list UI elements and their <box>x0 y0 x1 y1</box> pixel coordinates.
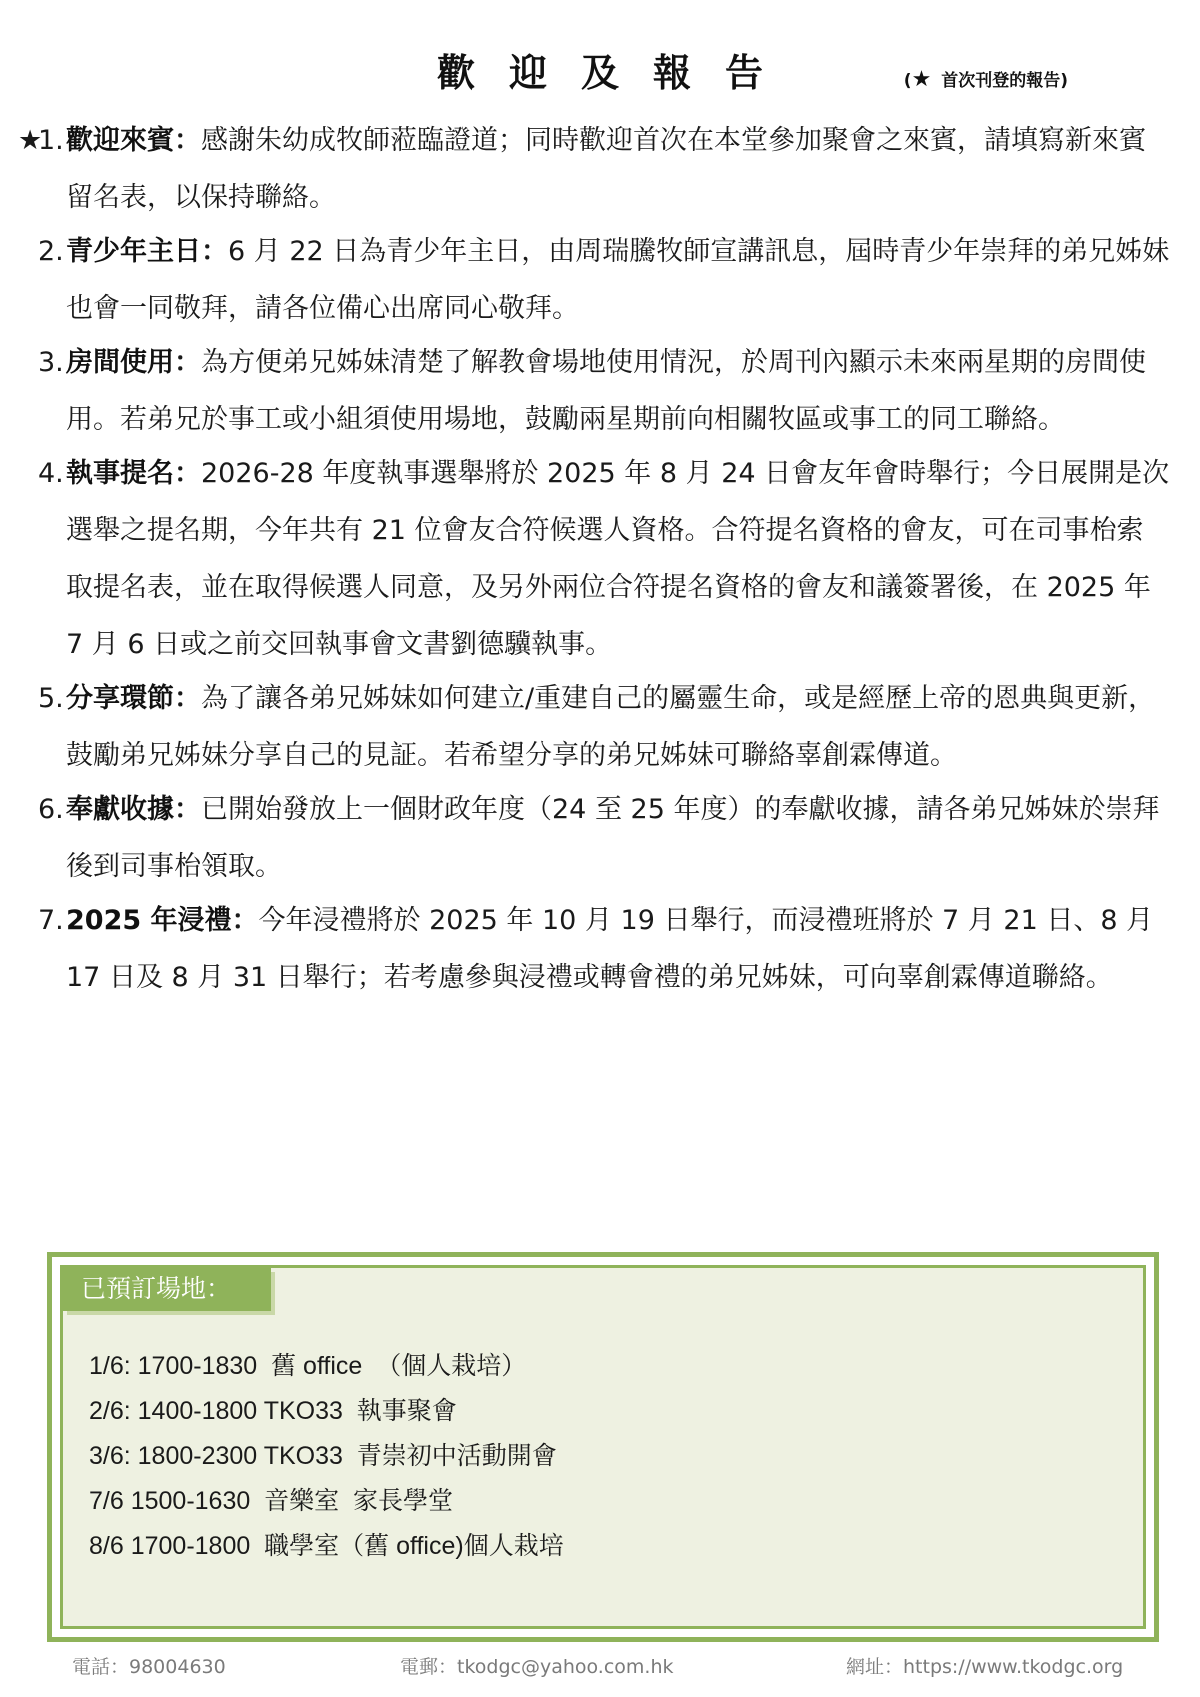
first-publish-legend <box>904 66 1068 92</box>
booked-venues-title: 已預訂場地： <box>63 1268 271 1311</box>
announcement-list <box>18 112 1170 1006</box>
item-number: ★ 1. <box>38 112 64 169</box>
item-body: 2026-28 年度執事選舉將於 2025 年 8 月 24 日會友年會時舉行；今日展開是次選舉之提名期，今年共有 21 位會友合符候選人資格。合符提名資格的會友，可在司事枱索取提名表，並在取得候選人同意，及另外兩位合符提名資格的會友和議簽署後，在 2025 年 7 月 6 日或之前交回執事會文書劉德驥執事。 <box>66 458 1170 660</box>
legend-open-paren: ( <box>903 71 912 91</box>
item-heading: 房間使用 <box>66 347 174 378</box>
legend-text: 首次刊登的報告) <box>941 71 1068 91</box>
item-heading: 2025 年浸禮 <box>66 905 232 936</box>
list-item: 2/6: 1400-1800 TKO33 執事聚會 <box>89 1397 457 1425</box>
list-item: 1/6: 1700-1830 舊 office （個人栽培） <box>89 1352 527 1380</box>
booked-venues-panel <box>60 1265 1146 1629</box>
booked-venues-list <box>89 1344 564 1569</box>
footer-email: 電郵：tkodgc@yahoo.com.hk <box>400 1656 674 1678</box>
footer-website: 網址：https://www.tkodgc.org <box>846 1656 1124 1678</box>
item-number: 7. <box>38 905 64 936</box>
item-colon: ： <box>201 236 228 267</box>
item-body: 感謝朱幼成牧師蒞臨證道；同時歡迎首次在本堂參加聚會之來賓，請填寫新來賓留名表，以保持聯絡。 <box>66 125 1146 213</box>
item-colon: ： <box>174 683 201 714</box>
announcement-item <box>18 892 1170 1006</box>
item-colon: ： <box>231 905 259 936</box>
announcement-item <box>18 781 1170 895</box>
page-title: 歡迎及報告 <box>436 51 797 95</box>
list-item: 7/6 1500-1630 音樂室 家長學堂 <box>89 1487 454 1515</box>
item-heading: 青少年主日 <box>66 236 201 267</box>
item-body: 已開始發放上一個財政年度（24 至 25 年度）的奉獻收據，請各弟兄姊妹於崇拜後到司事枱領取。 <box>66 794 1160 882</box>
item-body: 為了讓各弟兄姊妹如何建立/重建自己的屬靈生命，或是經歷上帝的恩典與更新，鼓勵弟兄姊妹分享自己的見証。若希望分享的弟兄姊妹可聯絡辜創霖傳道。 <box>66 683 1156 771</box>
item-number: 6. <box>38 794 64 825</box>
list-item: 3/6: 1800-2300 TKO33 青崇初中活動開會 <box>89 1442 557 1470</box>
item-colon: ： <box>174 125 201 156</box>
item-number: 5. <box>38 683 64 714</box>
item-body: 今年浸禮將於 2025 年 10 月 19 日舉行，而浸禮班將於 7 月 21 日、8 月 17 日及 8 月 31 日舉行；若考慮參與浸禮或轉會禮的弟兄姊妹，可向辜創霖傳道聯絡。 <box>66 905 1154 993</box>
item-body: 6 月 22 日為青少年主日，由周瑞騰牧師宣講訊息，屆時青少年崇拜的弟兄姊妹也會一同敬拜，請各位備心出席同心敬拜。 <box>66 236 1170 324</box>
item-heading: 執事提名 <box>66 458 174 489</box>
item-heading: 分享環節 <box>66 683 174 714</box>
item-colon: ： <box>174 347 201 378</box>
item-number: 4. <box>38 458 64 489</box>
announcement-item <box>18 445 1170 673</box>
announcement-item <box>18 112 1170 226</box>
list-item: 8/6 1700-1800 職學室（舊 office)個人栽培 <box>89 1532 564 1560</box>
star-icon: ★ <box>911 67 932 92</box>
item-number: 2. <box>38 236 64 267</box>
booked-venues-box <box>47 1252 1159 1642</box>
announcement-item <box>18 334 1170 448</box>
item-heading: 歡迎來賓 <box>66 125 174 156</box>
item-heading: 奉獻收據 <box>66 794 174 825</box>
star-icon: ★ <box>18 125 43 156</box>
announcement-item <box>18 670 1170 784</box>
item-colon: ： <box>174 794 201 825</box>
announcement-item <box>18 223 1170 337</box>
footer-phone: 電話：98004630 <box>72 1656 226 1678</box>
item-number: 3. <box>38 347 64 378</box>
item-colon: ： <box>174 458 201 489</box>
item-body: 為方便弟兄姊妹清楚了解教會場地使用情況，於周刊內顯示未來兩星期的房間使用。若弟兄於事工或小組須使用場地，鼓勵兩星期前向相關牧區或事工的同工聯絡。 <box>66 347 1146 435</box>
footer <box>0 1652 1200 1682</box>
